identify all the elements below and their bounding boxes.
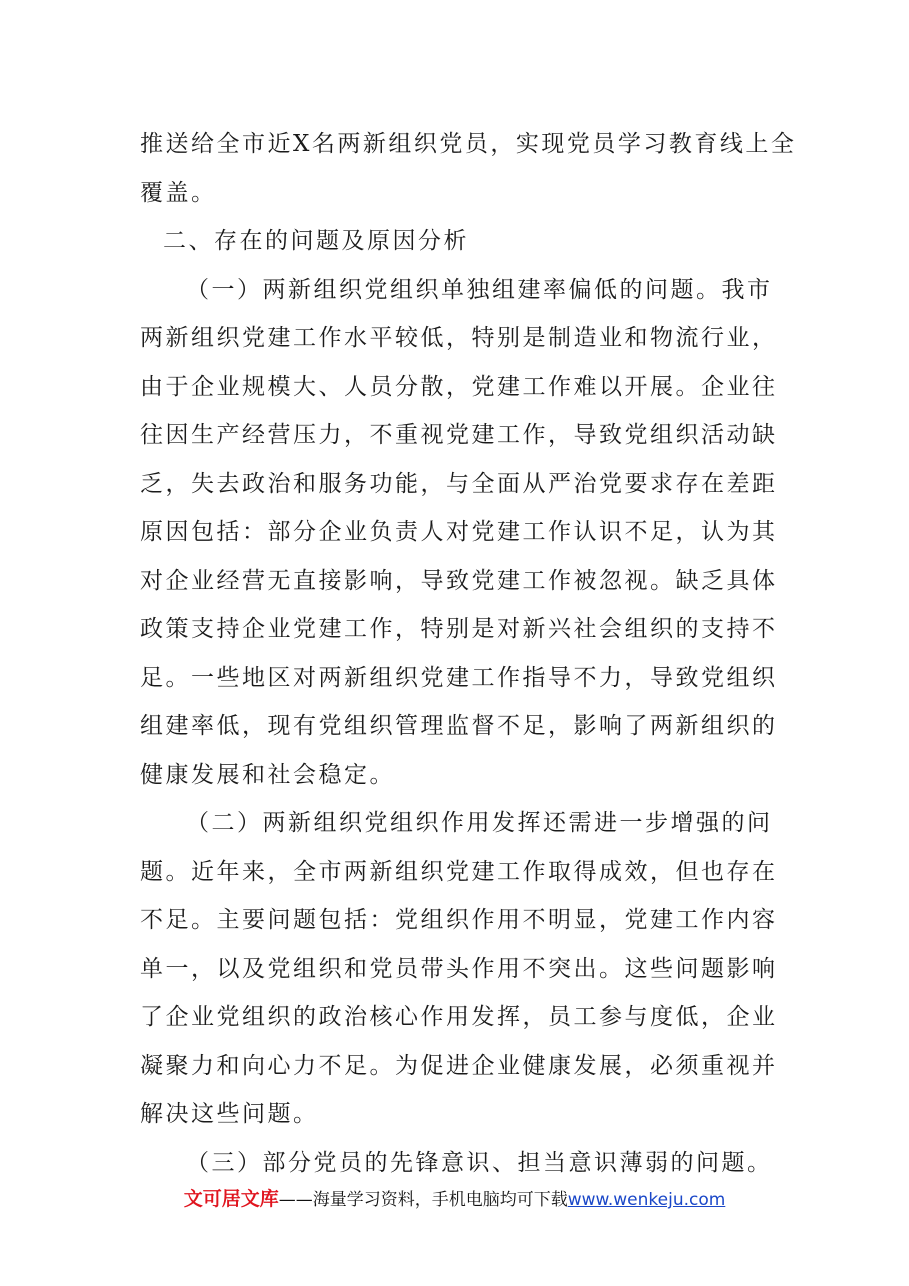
body-line: 乏，失去政治和服务功能，与全面从严治党要求存在差距 [140, 470, 778, 497]
footer-banner [0, 1184, 909, 1211]
brand-name: 文可居文库 [183, 1188, 279, 1210]
body-line: 往因生产经营压力，不重视党建工作，导致党组织活动缺 [140, 422, 778, 448]
body-line: 由于企业规模大、人员分散，党建工作难以开展。企业往 [140, 373, 778, 400]
body-line: 题。近年来，全市两新组织党建工作取得成效，但也存在 [140, 858, 778, 885]
body-line: 原因包括：部分企业负责人对党建工作认识不足，认为其 [140, 519, 778, 545]
body-line: 解决这些问题。 [140, 1101, 319, 1127]
body-line: 组建率低，现有党组织管理监督不足，影响了两新组织的 [140, 713, 778, 739]
body-line: 政策支持企业党建工作，特别是对新兴社会组织的支持不 [140, 616, 778, 642]
body-line: 了企业党组织的政治核心作用发挥，员工参与度低，企业 [140, 1004, 778, 1030]
subsection-heading-3: （三）部分党员的先锋意识、担当意识薄弱的问题。 [186, 1149, 773, 1176]
body-line: 不足。主要问题包括：党组织作用不明显，党建工作内容 [140, 907, 778, 933]
document-body [140, 120, 797, 1187]
subsection-heading-2: （二）两新组织党组织作用发挥还需进一步增强的问 [186, 810, 773, 836]
body-line: 健康发展和社会稳定。 [140, 761, 395, 788]
body-line: 足。一些地区对两新组织党建工作指导不力，导致党组织 [140, 664, 778, 691]
body-line: 两新组织党建工作水平较低，特别是制造业和物流行业， [140, 325, 778, 351]
body-line: 凝聚力和向心力不足。为促进企业健康发展，必须重视并 [140, 1052, 778, 1079]
body-line: 单一，以及党组织和党员带头作用不突出。这些问题影响 [140, 955, 778, 982]
body-line: 推送给全市近X名两新组织党员，实现党员学习教育线上全 [140, 131, 797, 157]
website-link[interactable]: www.wenkeju.com [567, 1190, 726, 1210]
subsection-heading-1: （一）两新组织党组织单独组建率偏低的问题。我市 [186, 276, 773, 303]
body-line: 覆盖。 [140, 179, 217, 206]
body-line: 对企业经营无直接影响，导致党建工作被忽视。缺乏具体 [140, 567, 778, 594]
footer-tagline: ——海量学习资料，手机电脑均可下载 [278, 1190, 568, 1210]
section-heading: 二、存在的问题及原因分析 [163, 228, 469, 254]
